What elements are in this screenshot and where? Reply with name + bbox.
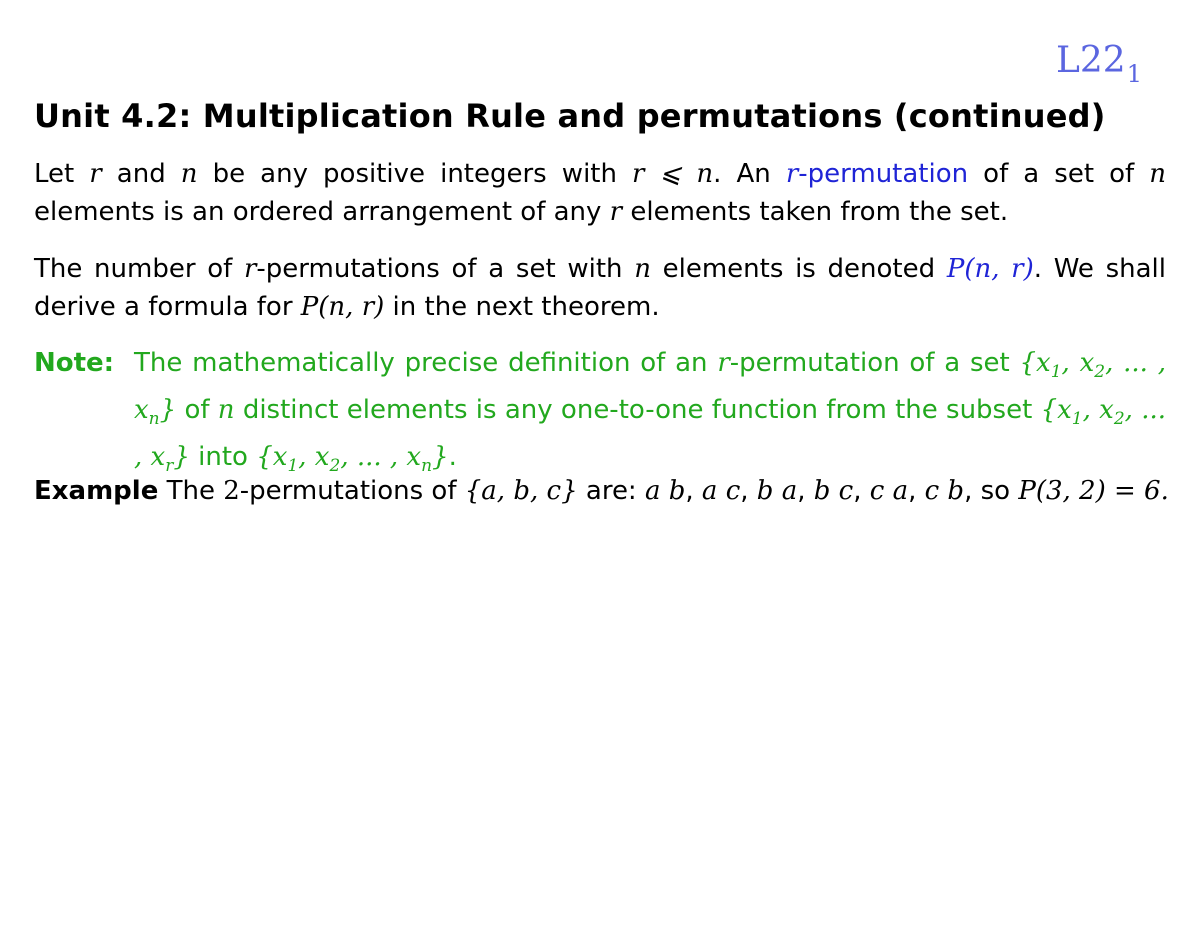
text: . bbox=[448, 442, 457, 473]
text: into bbox=[189, 442, 257, 473]
page-label bbox=[1056, 40, 1142, 88]
definition-paragraph bbox=[34, 155, 1166, 231]
math-n: n bbox=[180, 159, 198, 189]
text: of bbox=[176, 395, 218, 426]
page-label-sub: 1 bbox=[1126, 60, 1142, 88]
notation-p-n-r: P(n, r) bbox=[300, 292, 385, 322]
text: The number of bbox=[34, 254, 244, 284]
slide-title: Unit 4.2: Multiplication Rule and permutations (continued) bbox=[34, 97, 1106, 135]
notation-p-n-r: P(n, r) bbox=[946, 254, 1034, 284]
text: in the next theorem. bbox=[384, 292, 660, 322]
text: -permutations of a set with bbox=[256, 254, 635, 284]
math-result: P(3, 2) = 6. bbox=[1018, 476, 1169, 506]
text: The bbox=[158, 476, 224, 506]
math-condition: r ⩽ n bbox=[632, 159, 714, 189]
permutation-item: b c bbox=[813, 476, 854, 506]
math-set-r: {$x_1$, $x_2$, ... , $x_r$} bbox=[134, 395, 1167, 477]
math-r: r bbox=[243, 254, 257, 284]
note-body bbox=[134, 344, 1166, 486]
note-label: Note: bbox=[34, 348, 115, 378]
defined-term: -permutation bbox=[798, 159, 969, 189]
math-set-abc: {a, b, c} bbox=[464, 476, 578, 506]
text: elements taken from the set. bbox=[622, 197, 1009, 227]
math-n: n bbox=[217, 395, 235, 426]
text: -permutations of bbox=[239, 476, 465, 506]
permutation-item: c a bbox=[869, 476, 909, 506]
notation-paragraph bbox=[34, 250, 1166, 326]
text: elements is denoted bbox=[650, 254, 947, 284]
text: Let bbox=[34, 159, 90, 189]
text: , so bbox=[964, 476, 1019, 506]
text: are: bbox=[577, 476, 645, 506]
note-block bbox=[34, 344, 1166, 486]
text: . We shall derive a formula for bbox=[34, 254, 1166, 322]
text: . An bbox=[713, 159, 786, 189]
math-n: n bbox=[1149, 159, 1166, 189]
text: The mathematically precise definition of an bbox=[134, 348, 718, 378]
text: distinct elements is any one-to-one function from the subset bbox=[234, 395, 1041, 426]
example-label: Example bbox=[34, 476, 159, 506]
math-n: n bbox=[634, 254, 651, 284]
permutation-item: c b bbox=[924, 476, 965, 506]
math-set-n: {$x_1$, $x_2$, ... , $x_n$} bbox=[134, 348, 1166, 430]
text: elements is an ordered arrangement of any bbox=[34, 197, 610, 227]
text: be any positive integers with bbox=[197, 159, 633, 189]
math-k: 2 bbox=[223, 476, 240, 506]
math-set-n: {$x_1$, $x_2$, ... , $x_n$} bbox=[256, 442, 449, 477]
permutation-item: a b bbox=[644, 476, 686, 506]
defined-term-variable: r bbox=[785, 159, 799, 189]
text: of a set of bbox=[968, 159, 1150, 189]
example-paragraph: Example The 2-permutations of {a, b, c} are: a b, a c, b a, b c, c a, c b, so P(3, 2) = 6. bbox=[34, 476, 1169, 506]
permutation-item: b a bbox=[756, 476, 798, 506]
math-r: r bbox=[717, 348, 730, 378]
math-r: r bbox=[609, 197, 623, 227]
text: -permutation of a set bbox=[729, 348, 1020, 378]
permutation-item: a c bbox=[701, 476, 741, 506]
text: and bbox=[101, 159, 181, 189]
page-label-main: L22 bbox=[1056, 40, 1126, 81]
math-r: r bbox=[89, 159, 102, 189]
